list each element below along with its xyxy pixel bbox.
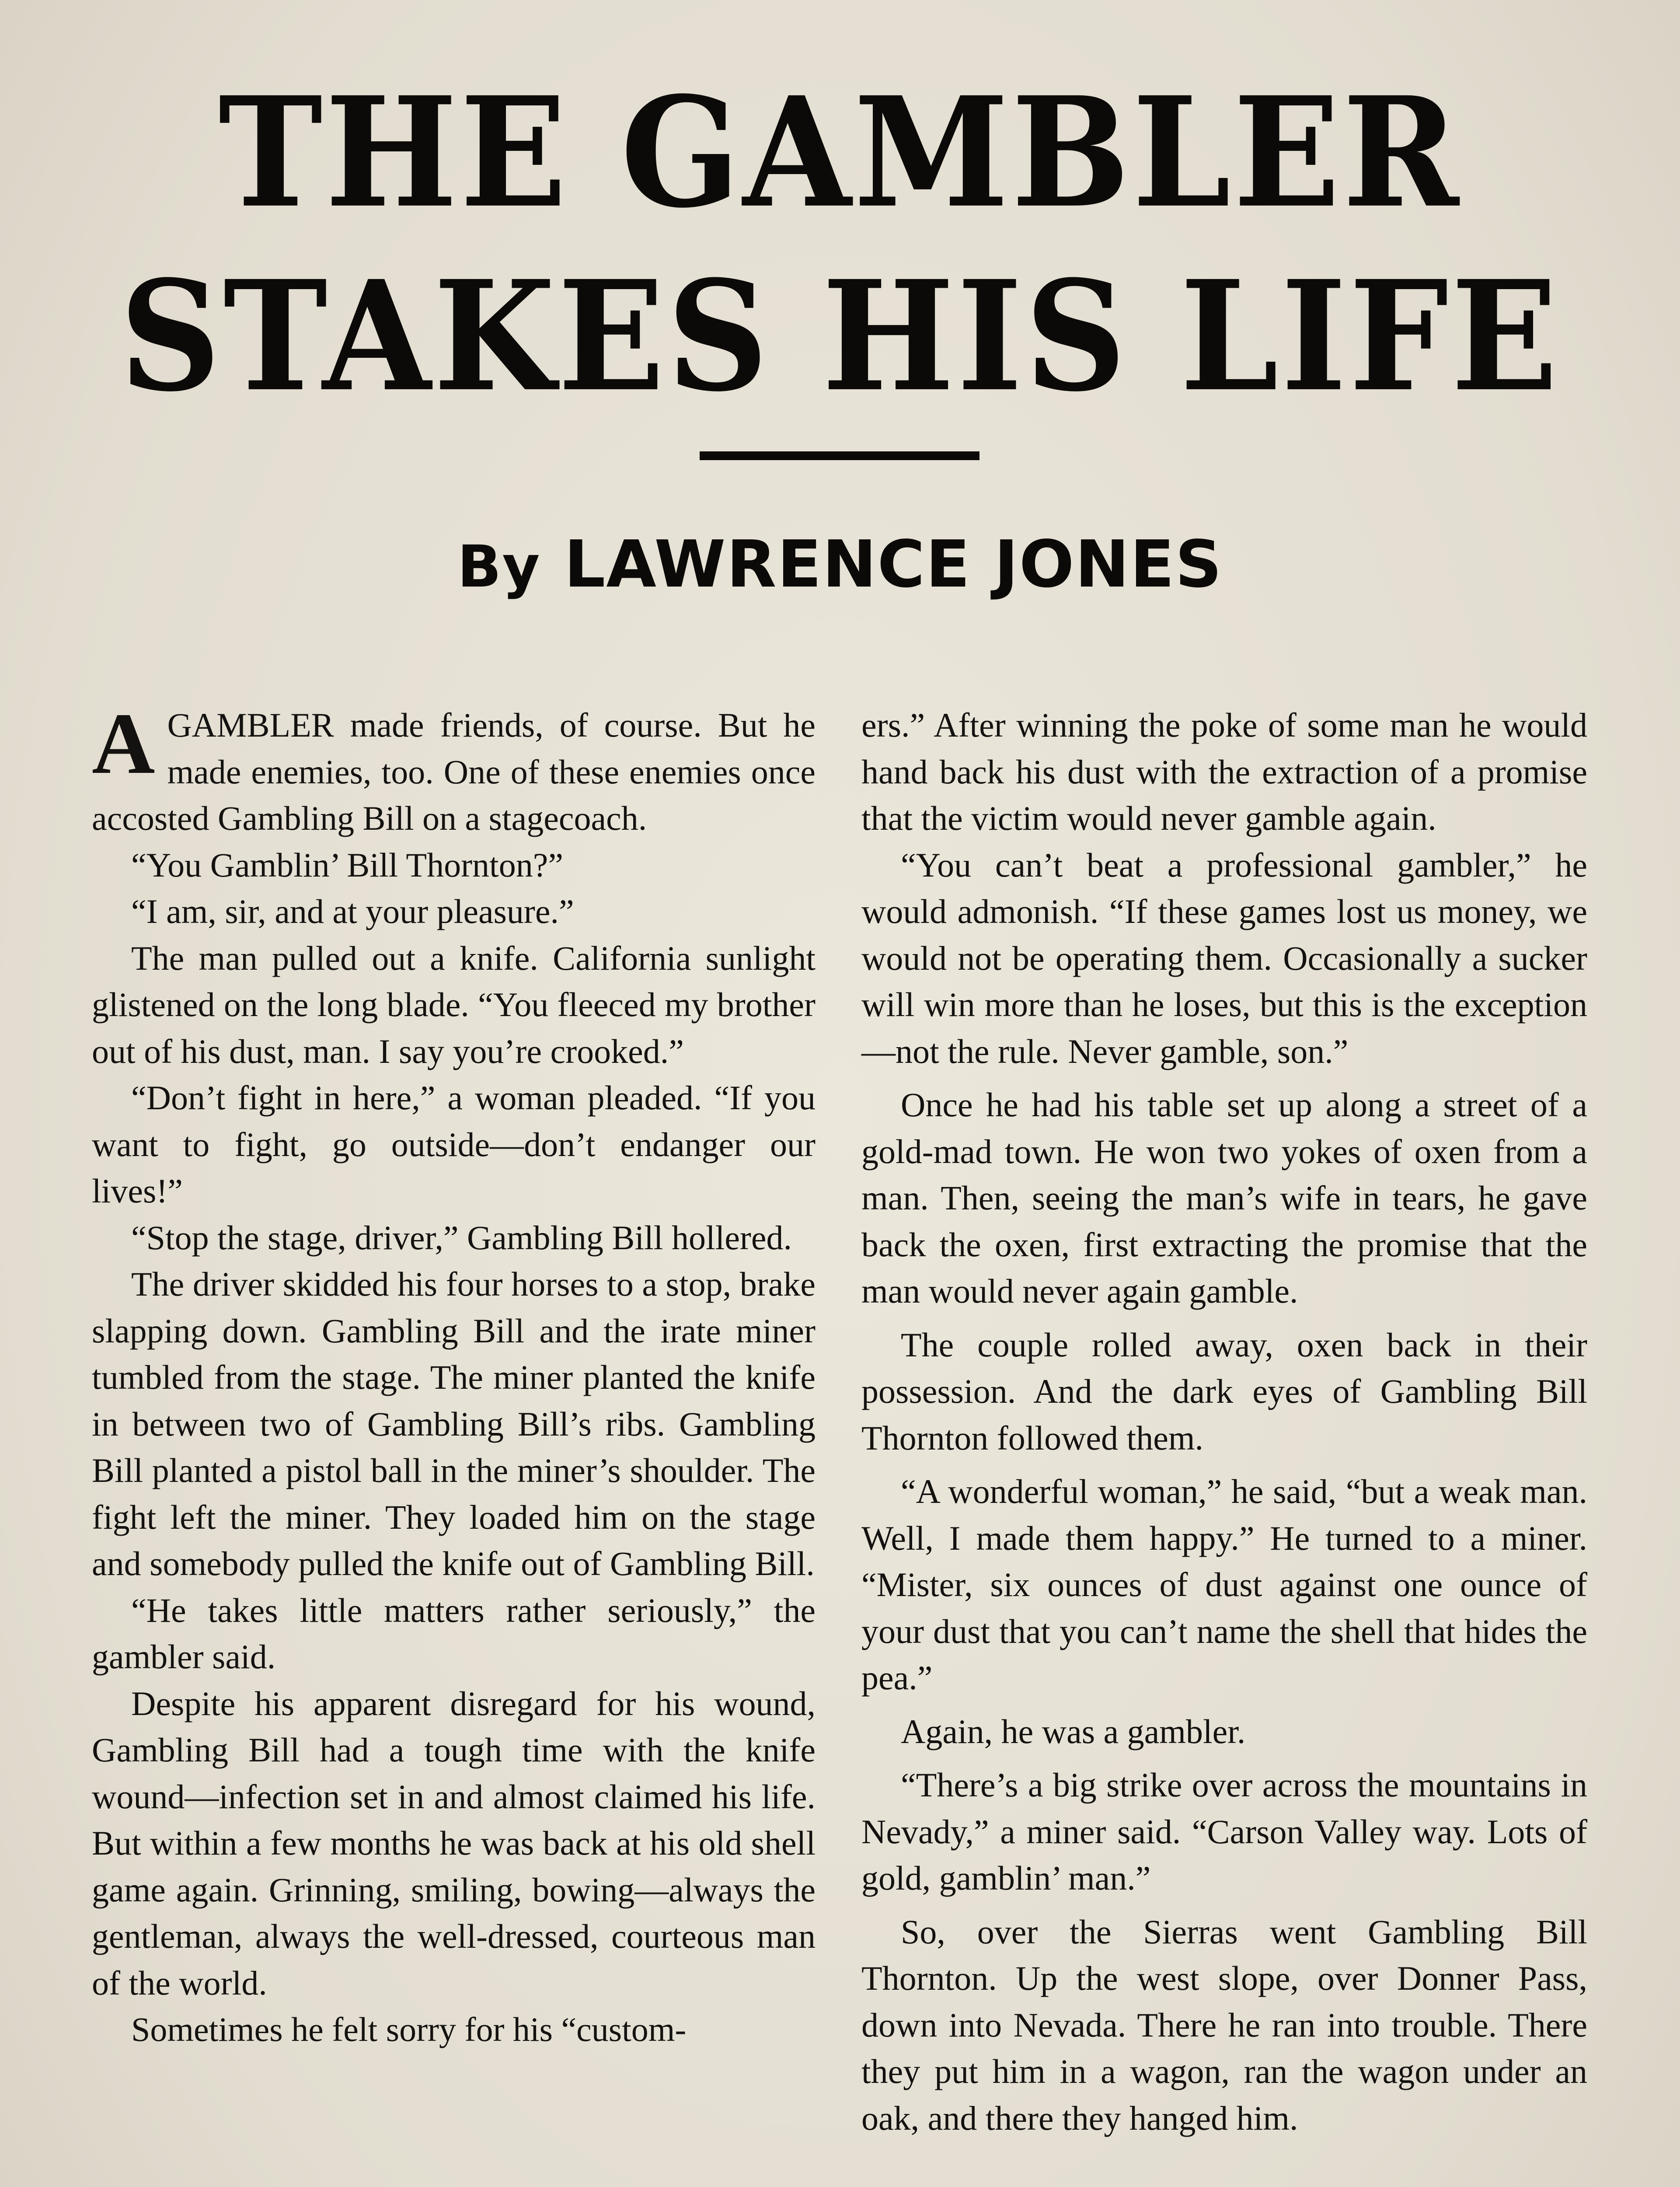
paragraph: “He takes little matters rather seriously,” the gambler said. xyxy=(92,1591,816,1676)
paragraph: “A wonderful woman,” he said, “but a weak man. Well, I made them happy.” He turned to a miner. “Mister, six ounces of dust against one ounce of your dust that you can’t name the shell that hides the pea.” xyxy=(861,1472,1587,1697)
byline xyxy=(0,521,1680,611)
paragraph: “You Gamblin’ Bill Thornton?” xyxy=(131,845,563,884)
paragraph: Once he had his table set up along a street of a gold-mad town. He won two yokes of oxen from a man. Then, seeing the man’s wife in tears, he gave back the oxen, first extracting the promise that the man would never again gamble. xyxy=(861,1086,1587,1310)
paragraph: ers.” After winning the poke of some man he would hand back his dust with the extraction of a promise that the victim would never gamble again. xyxy=(861,706,1587,837)
paragraph: “You can’t beat a professional gambler,” he would admonish. “If these games lost us money, we would not be operating them. Occasionally a sucker will win more than he loses, but this is the exception—not the rule. Never gamble, son.” xyxy=(861,845,1587,1070)
byline-author: LAWRENCE JONES xyxy=(564,527,1223,602)
paragraph: “Stop the stage, driver,” Gambling Bill hollered. xyxy=(131,1218,792,1257)
paragraph: So, over the Sierras went Gambling Bill Thornton. Up the west slope, over Donner Pass, down into Nevada. There he ran into trouble. There they put him in a wagon, ran the wagon under an oak, and there they hanged him. xyxy=(861,1912,1587,2137)
article-title-line-1: THE GAMBLER xyxy=(218,64,1462,241)
title-divider xyxy=(700,451,979,460)
paragraph: Sometimes he felt sorry for his “custom- xyxy=(131,2010,687,2048)
paragraph: Despite his apparent disregard for his wound, Gambling Bill had a tough time with the knife wound—infection set in and almost claimed his life. But within a few months he was back at his old shell game again. Grinning, smiling, bowing—always the gentleman, always the well-dressed, courteous man of the world. xyxy=(92,1684,816,2002)
paragraph: “Don’t fight in here,” a woman pleaded. “If you want to fight, go outside—don’t endanger our lives!” xyxy=(92,1079,816,1210)
paragraph: Again, he was a gambler. xyxy=(901,1712,1246,1750)
paragraph: The man pulled out a knife. California sunlight glistened on the long blade. “You fleeced my brother out of his dust, man. I say you’re crooked.” xyxy=(92,939,816,1070)
drop-cap: A xyxy=(92,695,155,792)
paragraph xyxy=(92,695,816,842)
paragraph: The couple rolled away, oxen back in their possession. And the dark eyes of Gambling Bill Thornton followed them. xyxy=(861,1325,1587,1457)
right-column xyxy=(861,702,1587,2142)
paragraph: “There’s a big strike over across the mountains in Nevady,” a miner said. “Carson Valley way. Lots of gold, gamblin’ man.” xyxy=(861,1766,1587,1897)
paragraph-text: GAMBLER made friends, of course. But he made enemies, too. One of these enemies once accosted Gambling Bill on a stagecoach. xyxy=(92,706,816,837)
byline-prefix: By xyxy=(457,533,541,601)
left-column xyxy=(92,695,816,2053)
paragraph: The driver skidded his four horses to a stop, brake slapping down. Gambling Bill and the irate miner tumbled from the stage. The miner planted the knife in between two of Gambling Bill’s ribs. Gambling Bill planted a pistol ball in the miner’s shoulder. The fight left the miner. They loaded him on the stage and somebody pulled the knife out of Gambling Bill. xyxy=(92,1265,816,1583)
paragraph: “I am, sir, and at your pleasure.” xyxy=(131,892,574,930)
article-title-line-2: STAKES HIS LIFE xyxy=(119,248,1561,425)
